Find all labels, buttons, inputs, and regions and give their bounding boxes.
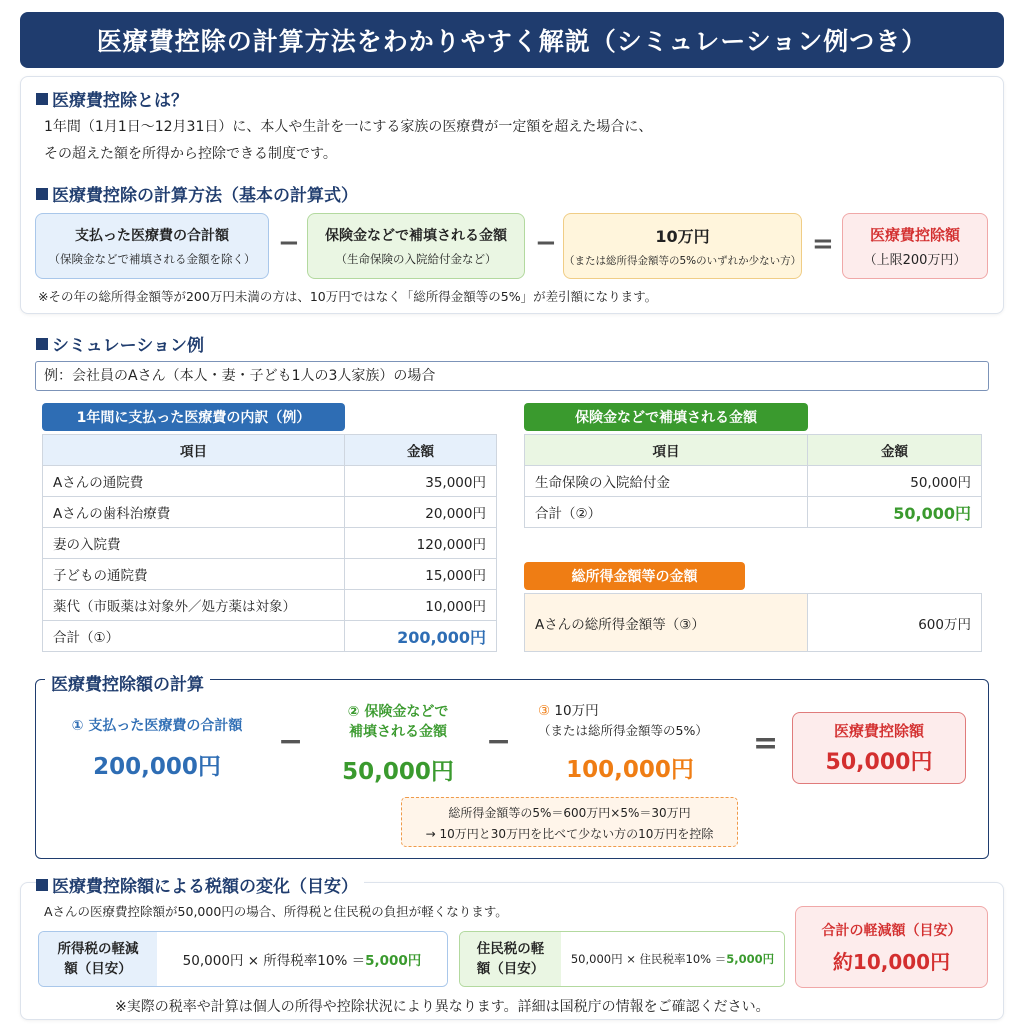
row-item: Aさんの通院費 <box>43 466 345 497</box>
table-row <box>525 466 982 497</box>
resident-tax-box <box>459 931 785 987</box>
medical-expense-table <box>42 434 497 652</box>
row-amount: 20,000円 <box>345 497 497 528</box>
row-amount: 15,000円 <box>345 559 497 590</box>
intro-line-1: 1年間（1月1日〜12月31日）に、本人や生計を一にする家族の医療費が一定額を超えた場合に、 <box>44 119 653 135</box>
formula-box-title: 支払った医療費の合計額 <box>75 228 229 244</box>
total-reduction-box <box>795 906 988 988</box>
formula-box-title: 10万円 <box>655 227 710 246</box>
formula-box-title: 医療費控除額 <box>869 226 960 244</box>
table-header-item: 項目 <box>43 435 345 466</box>
minus-operator: − <box>278 724 304 759</box>
calculation-heading: 医療費控除額の計算 <box>45 670 210 695</box>
calc-result-label: 医療費控除額 <box>833 722 924 740</box>
resident-tax-expression: 50,000円 × 住民税率10% ＝ 5,000円 <box>561 932 784 986</box>
medical-table-title: 1年間に支払った医療費の内訳（例） <box>42 403 345 431</box>
minus-operator: − <box>486 724 512 759</box>
formula-box-sub: （または総所得金額等の5%のいずれか少ない方） <box>564 255 802 267</box>
insurance-table <box>524 434 982 528</box>
income-table-title: 総所得金額等の金額 <box>524 562 745 590</box>
table-header-amount: 金額 <box>345 435 497 466</box>
table-row <box>43 497 497 528</box>
equals-operator: = <box>753 726 779 761</box>
calc-label: ② 保険金などで 補填される金額 <box>347 704 449 741</box>
income-tax-box <box>38 931 448 987</box>
calc-note-line-2: → 10万円と30万円を比べて少ない方の10万円を控除 <box>425 827 714 841</box>
formula-box-sub: （上限200万円） <box>863 253 967 268</box>
formula-box-title: 保険金などで補填される金額 <box>325 228 507 244</box>
intro-heading: 医療費控除とは？ <box>36 86 188 111</box>
formula-box-result <box>842 213 988 279</box>
total-label: 合計（②） <box>525 497 808 528</box>
total-reduction-label: 合計の軽減額（目安） <box>821 922 962 939</box>
row-amount: 10,000円 <box>345 590 497 621</box>
table-header-amount: 金額 <box>808 435 982 466</box>
row-amount: 35,000円 <box>345 466 497 497</box>
formula-box-sub: （保険金などで補填される金額を除く） <box>48 252 256 266</box>
heading-square-icon <box>36 93 48 105</box>
total-amount: 200,000円 <box>345 621 497 652</box>
table-row <box>43 466 497 497</box>
heading-square-icon <box>36 188 48 200</box>
intro-line-2: その超えた額を所得から控除できる制度です。 <box>44 146 337 162</box>
table-row <box>525 594 982 652</box>
row-amount: 600万円 <box>808 594 982 652</box>
calc-label: ③ 10万円 （または総所得金額等の5%） <box>538 703 708 738</box>
total-reduction-value: 約10,000円 <box>832 949 951 974</box>
row-item: 子どもの通院費 <box>43 559 345 590</box>
formula-box-medical-total <box>35 213 269 279</box>
page-title: 医療費控除の計算方法をわかりやすく解説（シミュレーション例つき） <box>20 12 1004 68</box>
row-item: 妻の入院費 <box>43 528 345 559</box>
formula-box-deduction-threshold <box>563 213 802 279</box>
row-amount: 50,000円 <box>808 466 982 497</box>
minus-operator: − <box>535 228 557 258</box>
tax-heading: 医療費控除額による税額の変化（目安） <box>36 872 364 897</box>
tax-footer-note: ※実際の税率や計算は個人の所得や控除状況により異なります。詳細は国税庁の情報をご確認ください。 <box>115 999 770 1015</box>
table-row <box>43 559 497 590</box>
formula-box-sub: （生命保険の入院給付金など） <box>335 252 497 266</box>
row-item: Aさんの総所得金額等（③） <box>525 594 808 652</box>
formula-note: ※その年の総所得金額等が200万円未満の方は、10万円ではなく「総所得金額等の5%」が差引額になります。 <box>38 289 658 304</box>
calc-value: 50,000円 <box>342 758 454 785</box>
row-item: Aさんの歯科治療費 <box>43 497 345 528</box>
table-header-item: 項目 <box>525 435 808 466</box>
heading-square-icon <box>36 879 48 891</box>
income-tax-label: 所得税の軽減 額（目安） <box>39 932 157 986</box>
table-total-row <box>525 497 982 528</box>
income-tax-expression: 50,000円 × 所得税率10% ＝ 5,000円 <box>157 932 447 986</box>
tax-intro: Aさんの医療費控除額が50,000円の場合、所得税と住民税の負担が軽くなります。 <box>44 904 508 919</box>
equals-operator: = <box>812 229 834 259</box>
table-row <box>43 528 497 559</box>
income-table <box>524 593 982 652</box>
formula-box-insurance <box>307 213 525 279</box>
calc-medical-total <box>52 716 262 781</box>
minus-operator: − <box>278 228 300 258</box>
row-amount: 120,000円 <box>345 528 497 559</box>
calc-label: ① 支払った医療費の合計額 <box>71 718 243 734</box>
table-row <box>43 590 497 621</box>
simulation-heading: シミュレーション例 <box>36 331 204 356</box>
calc-threshold <box>530 702 730 784</box>
calc-note-line-1: 総所得金額等の5%＝600万円×5%＝30万円 <box>448 806 691 820</box>
insurance-table-title: 保険金などで補填される金額 <box>524 403 808 431</box>
calc-value: 100,000円 <box>566 757 694 784</box>
calc-result-value: 50,000円 <box>825 750 933 775</box>
total-label: 合計（①） <box>43 621 345 652</box>
simulation-example: 例：会社員のAさん（本人・妻・子ども1人の3人家族）の場合 <box>44 368 436 384</box>
table-total-row <box>43 621 497 652</box>
calc-insurance <box>308 702 488 786</box>
formula-heading: 医療費控除の計算方法（基本の計算式） <box>36 181 358 206</box>
total-amount: 50,000円 <box>808 497 982 528</box>
resident-tax-label: 住民税の軽 額（目安） <box>460 932 561 986</box>
calc-note-box <box>401 797 738 847</box>
calc-result-box <box>792 712 966 784</box>
calc-value: 200,000円 <box>93 754 221 781</box>
row-item: 薬代（市販薬は対象外／処方薬は対象） <box>43 590 345 621</box>
row-item: 生命保険の入院給付金 <box>525 466 808 497</box>
heading-square-icon <box>36 338 48 350</box>
